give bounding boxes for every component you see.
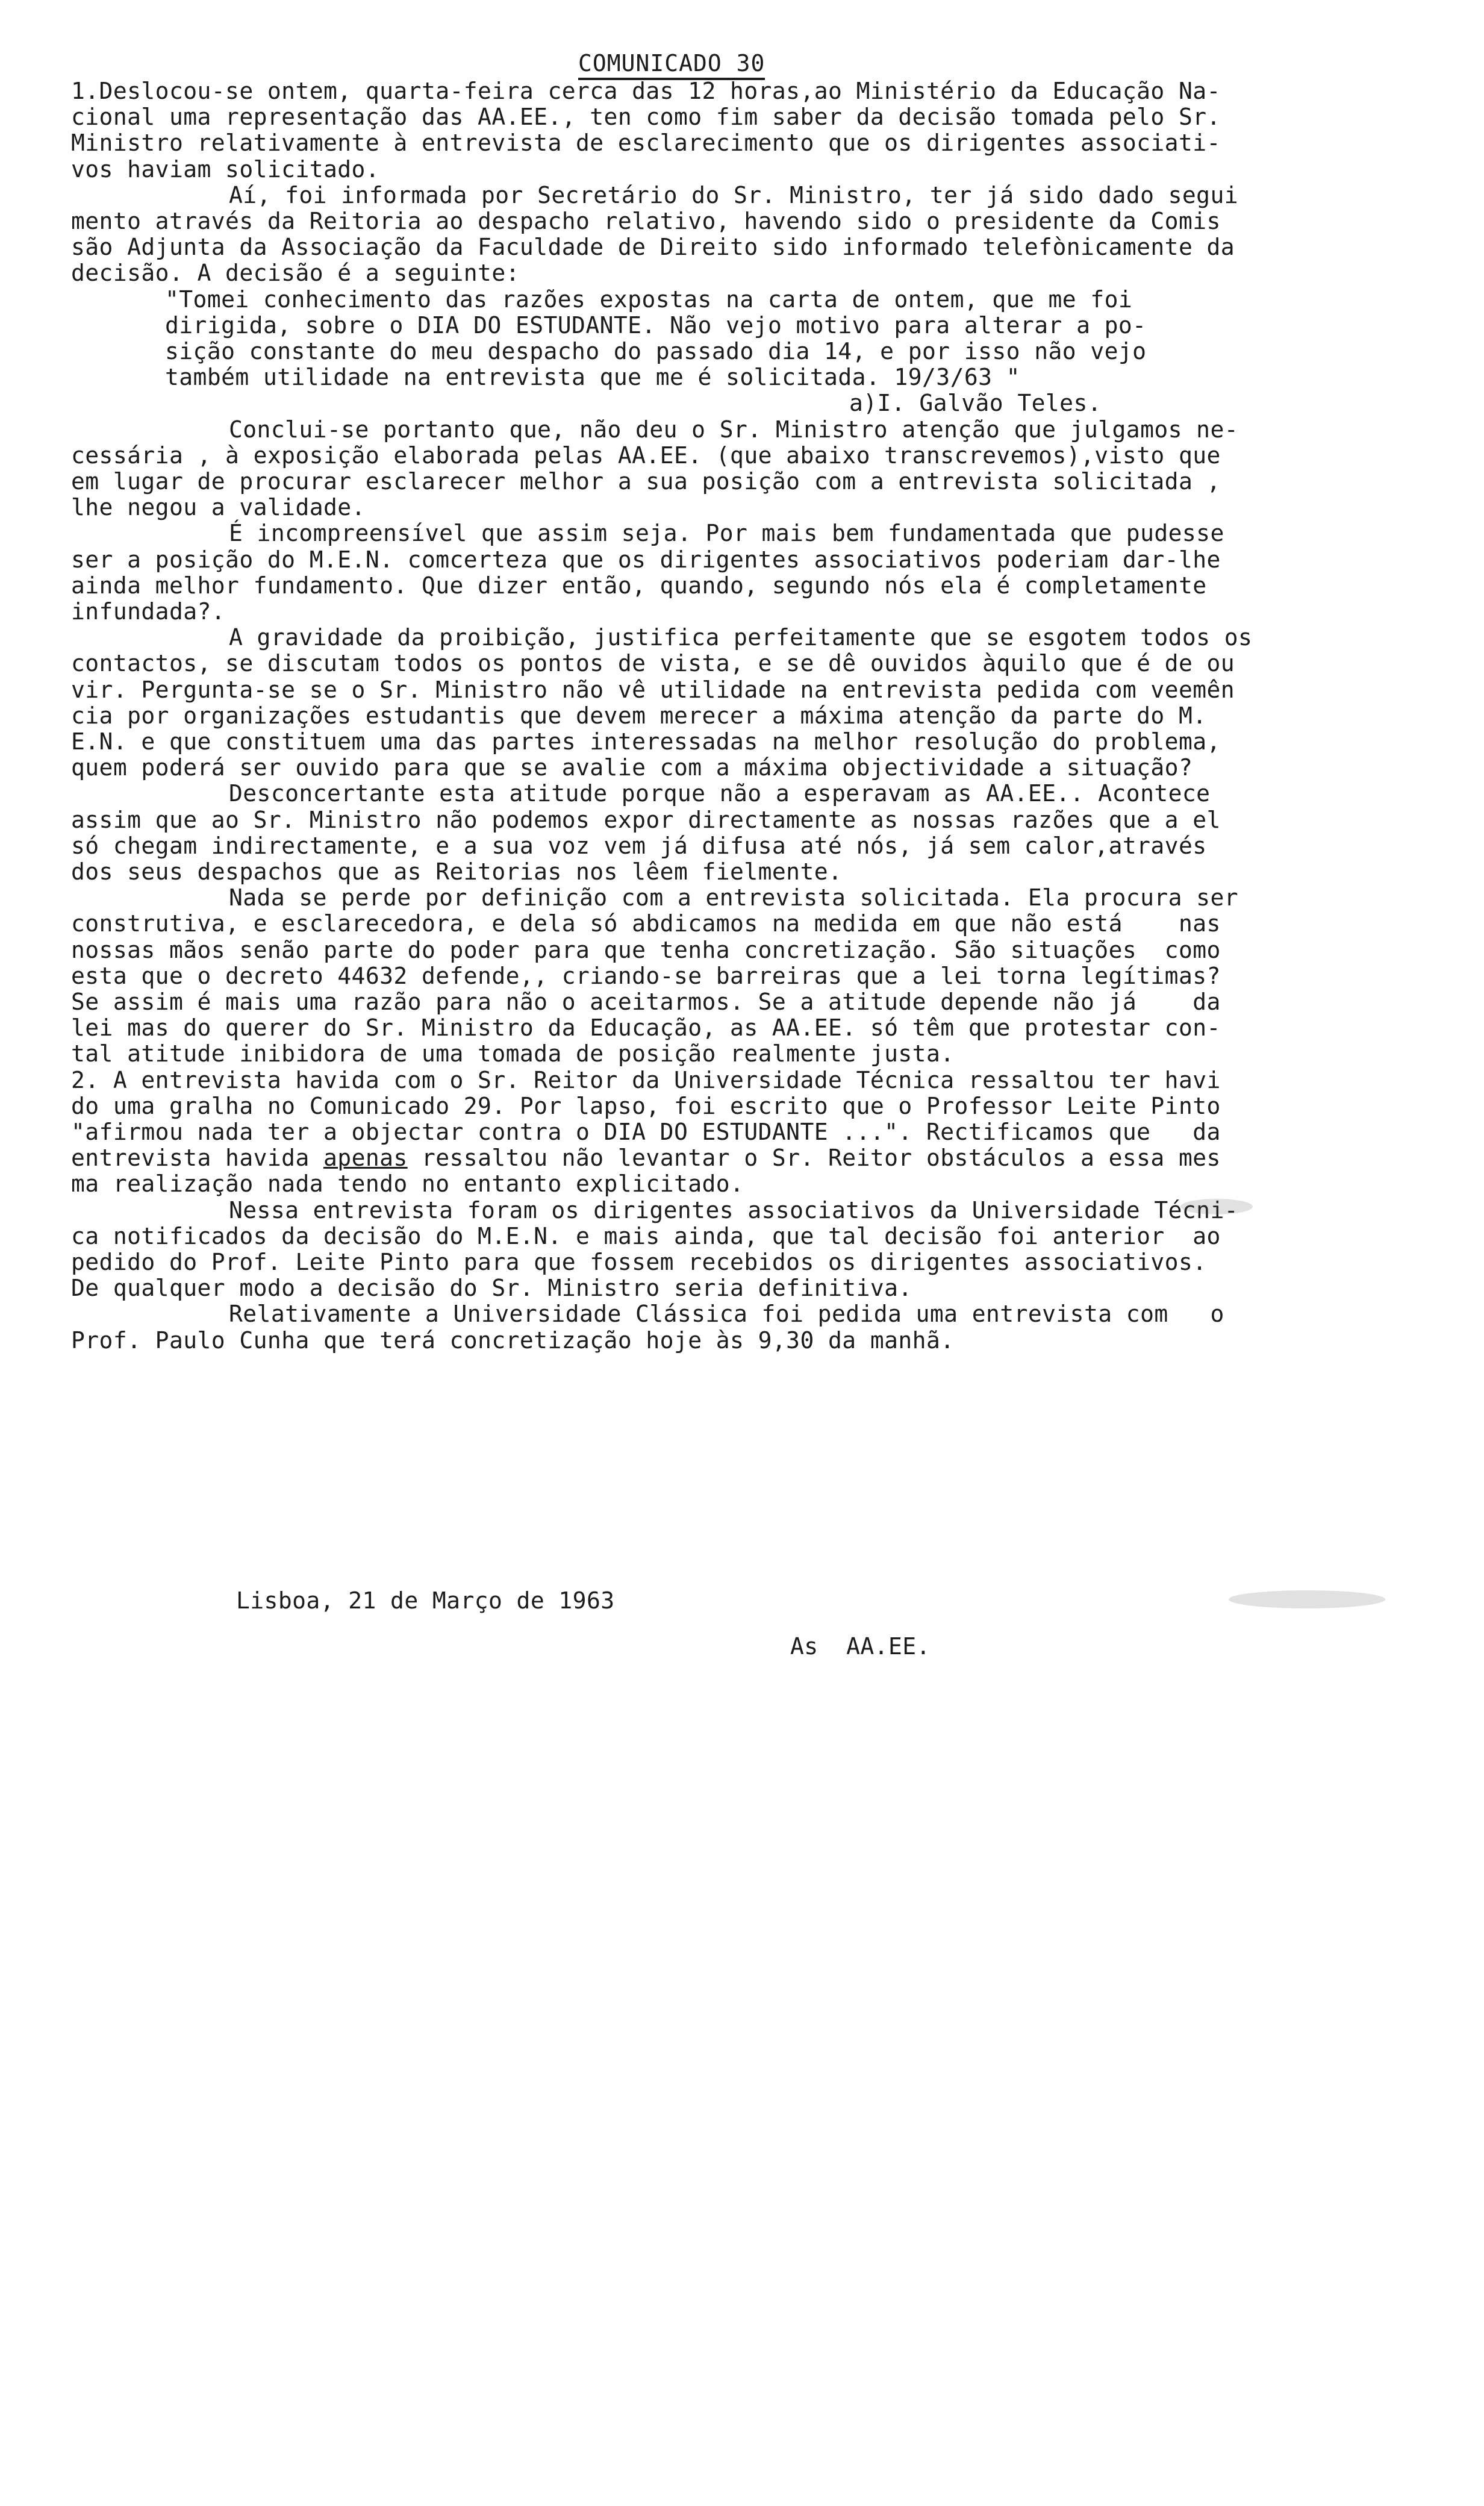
- text-line: A gravidade da proibição, justifica perfeitamente que se esgotem todos os: [229, 624, 1253, 651]
- text-line: mento através da Reitoria ao despacho relativo, havendo sido o presidente da Comis: [71, 208, 1221, 234]
- text-line: vir. Pergunta-se se o Sr. Ministro não vê utilidade na entrevista pedida com veemên: [71, 676, 1235, 703]
- signature-line: As AA.EE.: [790, 1633, 931, 1660]
- text-line: ser a posição do M.E.N. comcerteza que os dirigentes associativos poderiam dar-lhe: [71, 546, 1221, 573]
- text-line: construtiva, e esclarecedora, e dela só abdicamos na medida em que não está nas: [71, 910, 1221, 937]
- text-line: nossas mãos senão parte do poder para que tenha concretização. São situações como: [71, 936, 1221, 963]
- text-line: 1.Deslocou-se ontem, quarta-feira cerca das 12 horas,ao Ministério da Educação Na-: [71, 78, 1221, 104]
- date-line: Lisboa, 21 de Março de 1963: [236, 1587, 615, 1614]
- text-line: sição constante do meu despacho do passado dia 14, e por isso não vejo: [165, 338, 1147, 364]
- text-line: Nada se perde por definição com a entrevista solicitada. Ela procura ser: [229, 884, 1239, 911]
- text-line: "Tomei conhecimento das razões expostas na carta de ontem, que me foi: [165, 286, 1133, 313]
- text-line: também utilidade na entrevista que me é solicitada. 19/3/63 ": [165, 364, 1020, 391]
- text-line: esta que o decreto 44632 defende,, criando-se barreiras que a lei torna legítimas?: [71, 962, 1221, 989]
- text-line: contactos, se discutam todos os pontos de vista, e se dê ouvidos àquilo que é de ou: [71, 650, 1235, 677]
- text-line: Desconcertante esta atitude porque não a esperavam as AA.EE.. Acontece: [229, 780, 1211, 807]
- text-line: vos haviam solicitado.: [71, 155, 380, 183]
- text-line: quem poderá ser ouvido para que se avalie com a máxima objectividade a situação?: [71, 754, 1193, 781]
- text-line: entrevista havida apenas ressaltou não levantar o Sr. Reitor obstáculos a essa mes: [71, 1145, 1221, 1172]
- text-line: lei mas do querer do Sr. Ministro da Educação, as AA.EE. só têm que protestar con-: [71, 1014, 1221, 1042]
- ink-smudge: [1180, 1199, 1253, 1214]
- text-line: do uma gralha no Comunicado 29. Por lapso, foi escrito que o Professor Leite Pinto: [71, 1092, 1221, 1119]
- text-line: "afirmou nada ter a objectar contra o DIA DO ESTUDANTE ...". Rectificamos que da: [71, 1119, 1221, 1145]
- text-line: Aí, foi informada por Secretário do Sr. Ministro, ter já sido dado segui: [229, 181, 1239, 208]
- text-line: Nessa entrevista foram os dirigentes associativos da Universidade Técni-: [229, 1196, 1239, 1223]
- text-line: infundada?.: [71, 598, 226, 625]
- ink-smudge: [1229, 1590, 1385, 1608]
- text-line: a)I. Galvão Teles.: [849, 390, 1102, 417]
- text-line: cional uma representação das AA.EE., ten como fim saber da decisão tomada pelo Sr.: [71, 104, 1221, 131]
- text-line: assim que ao Sr. Ministro não podemos expor directamente as nossas razões que a el: [71, 806, 1221, 833]
- text-line: De qualquer modo a decisão do Sr. Ministro seria definitiva.: [71, 1275, 912, 1302]
- text-line: tal atitude inibidora de uma tomada de posição realmente justa.: [71, 1040, 955, 1067]
- text-line: dirigida, sobre o DIA DO ESTUDANTE. Não vejo motivo para alterar a po-: [165, 311, 1147, 339]
- text-line: 2. A entrevista havida com o Sr. Reitor da Universidade Técnica ressaltou ter havi: [71, 1066, 1221, 1093]
- text-line: ca notificados da decisão do M.E.N. e mais ainda, que tal decisão foi anterior ao: [71, 1222, 1221, 1249]
- text-line: Relativamente a Universidade Clássica foi pedida uma entrevista com o: [229, 1301, 1224, 1328]
- text-line: E.N. e que constituem uma das partes interessadas na melhor resolução do problema,: [71, 728, 1221, 755]
- text-line: em lugar de procurar esclarecer melhor a sua posição com a entrevista solicitada ,: [71, 468, 1221, 495]
- text-line: ainda melhor fundamento. Que dizer então, quando, segundo nós ela é completamente: [71, 572, 1207, 599]
- text-line: É incompreensível que assim seja. Por mais bem fundamentada que pudesse: [229, 520, 1224, 547]
- text-line: pedido do Prof. Leite Pinto para que fossem recebidos os dirigentes associativos.: [71, 1249, 1207, 1275]
- underlined-word: apenas: [323, 1145, 408, 1172]
- text-line: lhe negou a validade.: [71, 494, 366, 521]
- text-line: Se assim é mais uma razão para não o aceitarmos. Se a atitude depende não já da: [71, 989, 1221, 1015]
- text-line: são Adjunta da Associação da Faculdade de Direito sido informado telefònicamente da: [71, 234, 1235, 261]
- text-line: Prof. Paulo Cunha que terá concretização hoje às 9,30 da manhã.: [71, 1326, 955, 1354]
- text-line: só chegam indirectamente, e a sua voz vem já difusa até nós, já sem calor,através: [71, 832, 1207, 859]
- text-line: decisão. A decisão é a seguinte:: [71, 260, 520, 287]
- text-line: Conclui-se portanto que, não deu o Sr. Ministro atenção que julgamos ne-: [229, 416, 1239, 443]
- text-line: ma realização nada tendo no entanto explicitado.: [71, 1170, 744, 1198]
- text-line: dos seus despachos que as Reitorias nos lêem fielmente.: [71, 858, 843, 885]
- text-line: cessária , à exposição elaborada pelas AA.EE. (que abaixo transcrevemos),visto que: [71, 442, 1221, 469]
- text-line: cia por organizações estudantis que devem merecer a máxima atenção da parte do M.: [71, 702, 1207, 729]
- document-title: COMUNICADO 30: [578, 49, 765, 80]
- text-line: Ministro relativamente à entrevista de esclarecimento que os dirigentes associati-: [71, 130, 1221, 157]
